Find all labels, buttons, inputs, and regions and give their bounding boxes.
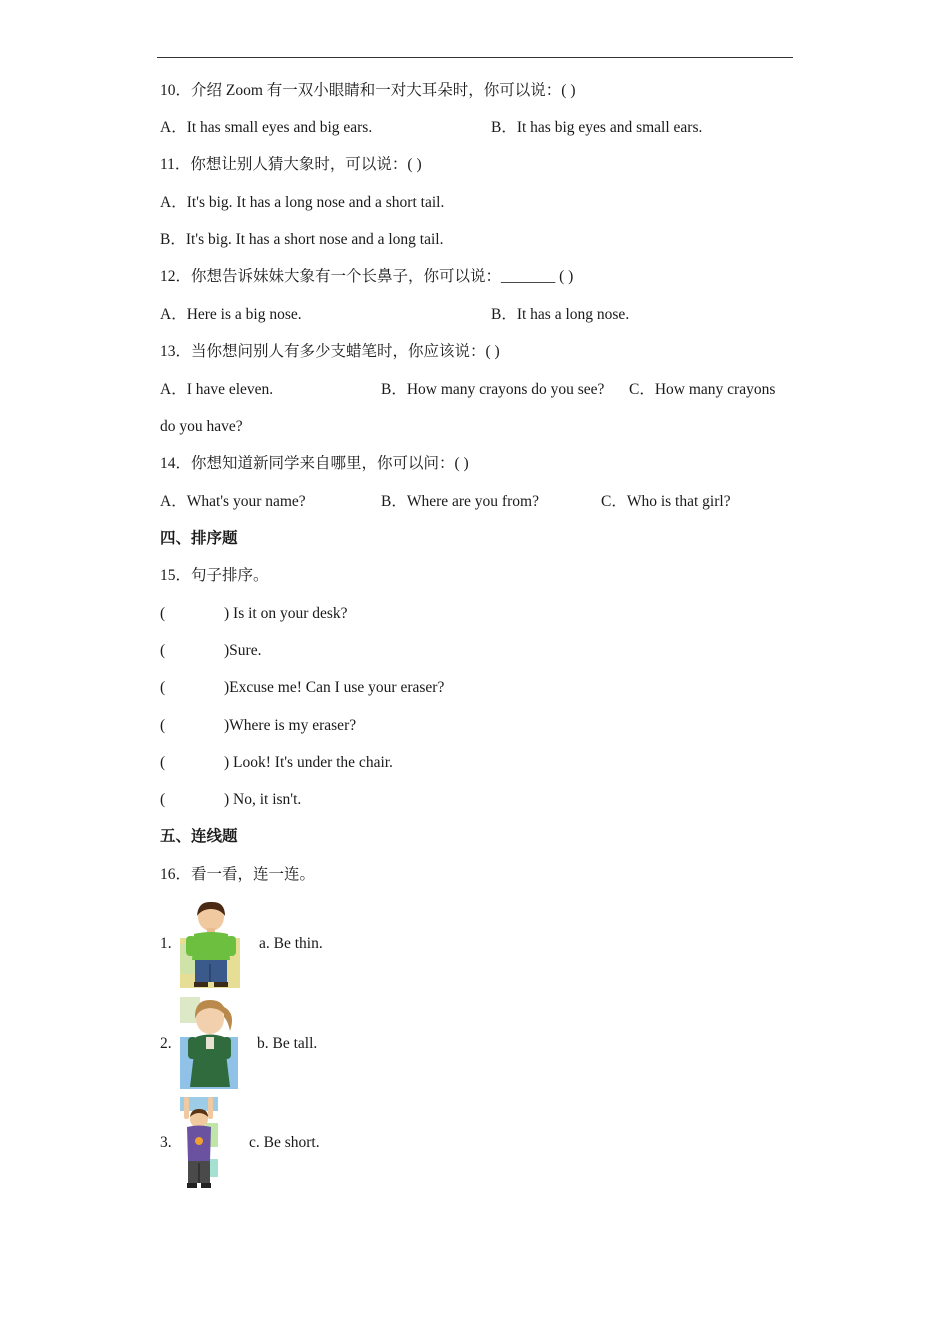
section5-heading: 五、连线题 xyxy=(160,828,238,845)
q14-option-a[interactable]: A．What's your name? xyxy=(160,493,306,510)
q14-option-b[interactable]: B．Where are you from? xyxy=(381,493,539,510)
sentence-text: )Where is my eraser? xyxy=(224,717,357,734)
q13-stem: 13．当你想问别人有多少支蜡笔时，你应该说：( ) xyxy=(160,343,500,360)
section4-heading: 四、排序题 xyxy=(160,530,238,547)
q14-stem: 14．你想知道新同学来自哪里，你可以问：( ) xyxy=(160,455,469,472)
answer-blank[interactable]: ( xyxy=(160,642,166,659)
q13-option-c-continued: do you have? xyxy=(160,418,243,435)
q13-option-b[interactable]: B．How many crayons do you see? xyxy=(381,381,605,398)
q14-option-c[interactable]: C．Who is that girl? xyxy=(601,493,731,510)
answer-blank[interactable]: ( xyxy=(160,605,166,622)
answer-blank[interactable]: ( xyxy=(160,717,166,734)
match-label-c[interactable]: c. Be short. xyxy=(249,1134,320,1151)
q13-option-a[interactable]: A．I have eleven. xyxy=(160,381,274,398)
ordering-item-1 xyxy=(160,604,348,624)
answer-blank[interactable]: ( xyxy=(160,754,166,771)
boy-green-shirt-illustration xyxy=(180,900,240,988)
header-rule xyxy=(157,57,793,58)
boy-arms-up-illustration xyxy=(180,1097,218,1189)
match-row-2-number: 2. xyxy=(160,1035,172,1052)
q11-option-a[interactable]: A．It's big. It has a long nose and a short tail. xyxy=(160,194,445,211)
ordering-item-5 xyxy=(160,753,393,773)
q13-options xyxy=(160,380,800,400)
sentence-text: ) Is it on your desk? xyxy=(224,605,348,622)
q13-option-c[interactable]: C．How many crayons xyxy=(629,381,776,398)
q12-stem: 12．你想告诉妹妹大象有一个长鼻子，你可以说：_______ ( ) xyxy=(160,268,574,285)
q12-option-b[interactable]: B．It has a long nose. xyxy=(491,306,630,323)
q12-options xyxy=(160,305,800,325)
ordering-item-6 xyxy=(160,790,301,810)
ordering-item-3 xyxy=(160,678,444,698)
q10-stem: 10．介绍 Zoom 有一双小眼睛和一对大耳朵时，你可以说：( ) xyxy=(160,82,576,99)
sentence-text: )Sure. xyxy=(224,642,262,659)
sentence-text: )Excuse me! Can I use your eraser? xyxy=(224,679,445,696)
match-label-a[interactable]: a. Be thin. xyxy=(259,935,323,952)
q10-option-a[interactable]: A．It has small eyes and big ears. xyxy=(160,119,373,136)
q11-option-b[interactable]: B．It's big. It has a short nose and a long tail. xyxy=(160,231,444,248)
q16-stem: 16．看一看，连一连。 xyxy=(160,866,316,883)
match-label-b[interactable]: b. Be tall. xyxy=(257,1035,318,1052)
q12-option-a[interactable]: A．Here is a big nose. xyxy=(160,306,302,323)
answer-blank[interactable]: ( xyxy=(160,679,166,696)
match-row-1-number: 1. xyxy=(160,935,172,952)
ordering-item-4 xyxy=(160,716,356,736)
answer-blank[interactable]: ( xyxy=(160,791,166,808)
match-row-3-number: 3. xyxy=(160,1134,172,1151)
girl-green-dress-illustration xyxy=(180,997,238,1089)
q11-stem: 11．你想让别人猜大象时，可以说：( ) xyxy=(160,156,422,173)
q15-stem: 15．句子排序。 xyxy=(160,567,269,584)
q10-option-b[interactable]: B．It has big eyes and small ears. xyxy=(491,119,703,136)
q10-options xyxy=(160,118,800,138)
q14-options xyxy=(160,492,800,512)
sentence-text: ) Look! It's under the chair. xyxy=(224,754,393,771)
ordering-item-2 xyxy=(160,641,261,661)
sentence-text: ) No, it isn't. xyxy=(224,791,302,808)
